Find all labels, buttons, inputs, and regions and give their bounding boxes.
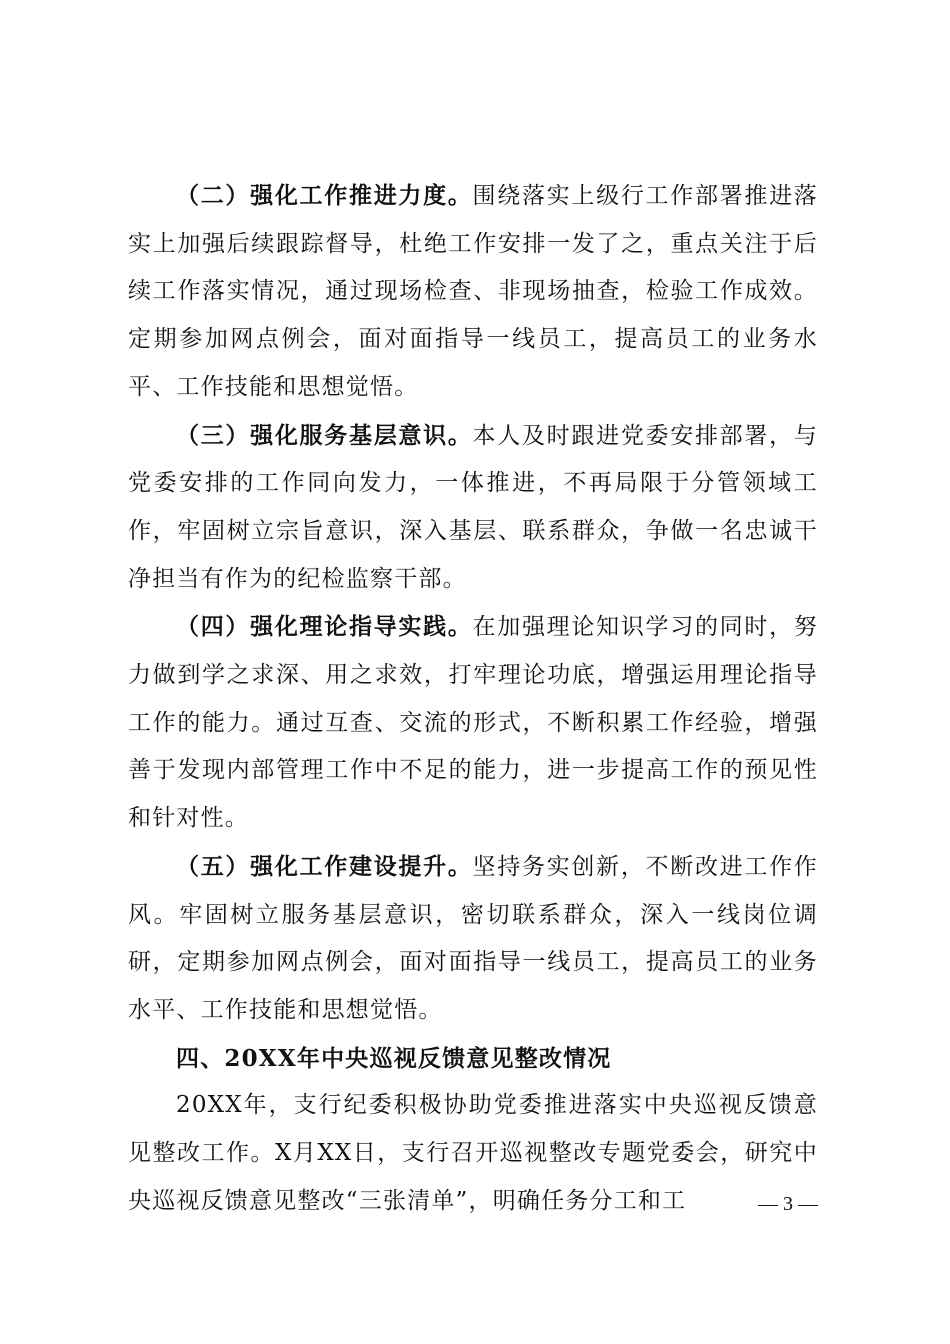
page-number: — 3 — [758,1193,818,1215]
paragraph-5 [128,843,818,1035]
paragraph-text: 本人及时跟进党委安排部署，与党委安排的工作同向发力，一体推进，不再局限于分管领域工作，牢固树立宗旨意识，深入基层、联系群众，争做一名忠诚干净担当有作为的纪检监察干部。 [128,422,818,592]
paragraph-2 [128,172,818,412]
paragraph-lead: （二）强化工作推进力度。 [176,182,473,209]
paragraph-lead: （五）强化工作建设提升。 [176,852,473,880]
paragraph-lead: （四）强化理论指导实践。 [176,613,473,641]
paragraph-lead: （三）强化服务基层意识。 [176,421,473,449]
paragraph-text: 在加强理论知识学习的同时，努力做到学之求深、用之求效，打牢理论功底，增强运用理论指导工作的能力。通过互查、交流的形式，不断积累工作经验，增强善于发现内部管理工作中不足的能力，进一步提高工作的预见性和针对性。 [128,614,818,832]
section-heading: 四、20XX年中央巡视反馈意见整改情况 [176,1044,612,1072]
paragraph-3 [128,412,818,604]
final-paragraph: 20XX年，支行纪委积极协助党委推进落实中央巡视反馈意见整改工作。X月XX日，支行召开巡视整改专题党委会，研究中央巡视反馈意见整改“三张清单”，明确任务分工和工 [128,1092,818,1214]
document-body [128,172,818,1225]
paragraph-text: 坚持务实创新，不断改进工作作风。牢固树立服务基层意识，密切联系群众，深入一线岗位调研，定期参加网点例会，面对面指导一线员工，提高员工的业务水平、工作技能和思想觉悟。 [128,853,818,1023]
paragraph-4 [128,603,818,843]
paragraph-text: 围绕落实上级行工作部署推进落实上加强后续跟踪督导，杜绝工作安排一发了之，重点关注于后续工作落实情况，通过现场检查、非现场抽查，检验工作成效。定期参加网点例会，面对面指导一线员工，提高员工的业务水平、工作技能和思想觉悟。 [128,183,818,400]
